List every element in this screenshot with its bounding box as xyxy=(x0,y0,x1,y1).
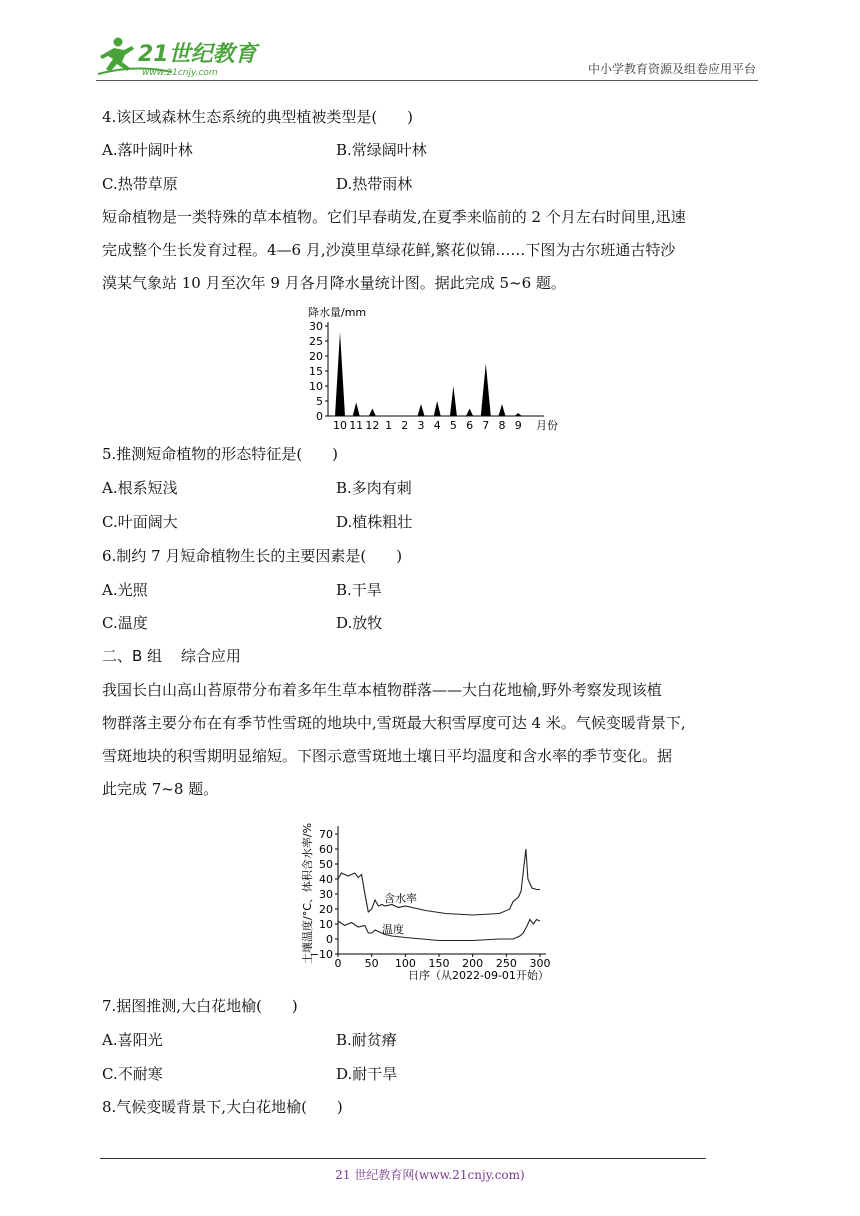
q4-options-row2 xyxy=(102,174,413,194)
chart1-xtick-label: 1 xyxy=(385,419,393,432)
q7-option-b[interactable]: B.耐贫瘠 xyxy=(336,1031,397,1049)
q6-option-d[interactable]: D.放牧 xyxy=(336,614,383,632)
chart1-xtick-label: 3 xyxy=(417,419,425,432)
chart1-peak xyxy=(466,409,473,417)
chart2-xtick-label: 50 xyxy=(364,957,379,970)
chart1-xlabel: 月份 xyxy=(536,419,558,432)
q6-option-c[interactable]: C.温度 xyxy=(102,614,148,632)
soil-chart xyxy=(296,812,566,984)
chart1-ytick-label: 30 xyxy=(309,320,323,333)
chart1-peak xyxy=(369,409,376,417)
chart2-xtick-label: 100 xyxy=(394,957,416,970)
chart2-ytick-label: 10 xyxy=(319,918,333,931)
chart2-xtick-label: 150 xyxy=(428,957,450,970)
q4-option-c[interactable]: C.热带草原 xyxy=(102,175,178,193)
passage1-line2: 完成整个生长发育过程。4—6 月,沙漠里草绿花鲜,繁花似锦……下图为古尔班通古特沙 xyxy=(102,241,676,259)
chart2-xtick-label: 200 xyxy=(462,957,484,970)
q5-options-row1 xyxy=(102,478,412,498)
q7-option-d[interactable]: D.耐干旱 xyxy=(336,1065,398,1083)
chart2-xlabel: 日序（从2022-09-01开始） xyxy=(408,969,549,982)
chart1-xtick-label: 6 xyxy=(466,419,474,432)
passage2-line3: 雪斑地块的积雪期明显缩短。下图示意雪斑地土壤日平均温度和含水率的季节变化。据 xyxy=(102,747,673,765)
chart2-ylabel: 土壤温度/°C、体积含水率/% xyxy=(301,822,314,964)
passage2-line1: 我国长白山高山苔原带分布着多年生草本植物群落——大白花地榆,野外考察发现该植 xyxy=(102,681,662,699)
q5-stem: 5.推测短命植物的形态特征是( ) xyxy=(102,445,339,463)
chart1-xtick-label: 7 xyxy=(482,419,490,432)
header-platform-text: 中小学教育资源及组卷应用平台 xyxy=(587,62,756,76)
logo-sub-text: www.21cnjy.com xyxy=(142,68,218,78)
chart2-label-moisture: 含水率 xyxy=(384,892,417,905)
chart2-ytick-label: 20 xyxy=(319,903,333,916)
chart1-xtick-label: 4 xyxy=(433,419,441,432)
passage2-line2: 物群落主要分布在有季节性雪斑的地块中,雪斑最大积雪厚度可达 4 米。气候变暖背景下, xyxy=(102,714,686,732)
q6-options-row2 xyxy=(102,613,383,633)
q7-option-c[interactable]: C.不耐寒 xyxy=(102,1065,163,1083)
section-heading xyxy=(102,646,241,666)
chart2-label-temp: 温度 xyxy=(382,923,404,936)
section-label: 二、B 组 xyxy=(102,647,163,665)
q4-option-b[interactable]: B.常绿阔叶林 xyxy=(336,141,427,159)
chart1-xtick-label: 12 xyxy=(365,419,380,432)
chart1-xtick-label: 2 xyxy=(401,419,409,432)
q5-option-d[interactable]: D.植株粗壮 xyxy=(336,513,413,531)
chart1-peak xyxy=(481,364,491,417)
chart1-peak xyxy=(434,401,441,416)
chart2-moisture-line xyxy=(338,849,540,915)
chart1-ytick-label: 20 xyxy=(309,350,323,363)
header-divider xyxy=(96,80,758,81)
chart2-ytick-label: 30 xyxy=(319,888,333,901)
q4-options-row1 xyxy=(102,140,427,160)
passage1-line1: 短命植物是一类特殊的草本植物。它们早春萌发,在夏季来临前的 2 个月左右时间里,迅速 xyxy=(102,208,686,226)
q7-options-row1 xyxy=(102,1030,397,1050)
chart1-ylabel: 降水量/mm xyxy=(308,306,367,319)
passage2-line4: 此完成 7~8 题。 xyxy=(102,780,219,798)
chart2-ytick-label: 0 xyxy=(326,933,333,946)
chart2-ytick-label: 40 xyxy=(319,873,333,886)
chart1-peak xyxy=(335,332,345,416)
chart1-xtick-label: 8 xyxy=(498,419,506,432)
q5-option-c[interactable]: C.叶面阔大 xyxy=(102,513,178,531)
precipitation-chart xyxy=(300,302,560,434)
q7-options-row2 xyxy=(102,1064,398,1084)
q4-option-d[interactable]: D.热带雨林 xyxy=(336,175,413,193)
chart1-ytick-label: 25 xyxy=(309,335,323,348)
chart1-peak xyxy=(418,404,425,416)
chart2-ytick-label: 60 xyxy=(319,843,333,856)
q6-stem: 6.制约 7 月短命植物生长的主要因素是( ) xyxy=(102,547,403,565)
logo-main-text: 21世纪教育 xyxy=(138,42,257,67)
chart1-peak xyxy=(450,386,457,416)
brand-logo xyxy=(96,34,266,80)
chart2-ytick-label: −10 xyxy=(309,948,333,961)
chart1-peak xyxy=(353,403,360,417)
chart1-ytick-label: 15 xyxy=(309,365,323,378)
footer-text: 21 世纪教育网(www.21cnjy.com) xyxy=(335,1168,525,1182)
chart1-peak xyxy=(515,413,522,416)
chart2-xtick-label: 300 xyxy=(529,957,551,970)
q6-option-a[interactable]: A.光照 xyxy=(102,581,148,599)
footer-divider xyxy=(100,1158,706,1159)
chart1-ytick-label: 5 xyxy=(316,395,323,408)
q6-option-b[interactable]: B.干旱 xyxy=(336,581,382,599)
q5-options-row2 xyxy=(102,512,413,532)
q5-option-a[interactable]: A.根系短浅 xyxy=(102,479,178,497)
q5-option-b[interactable]: B.多肉有刺 xyxy=(336,479,412,497)
q8-stem: 8.气候变暖背景下,大白花地榆( ) xyxy=(102,1098,343,1116)
q4-stem: 4.该区域森林生态系统的典型植被类型是( ) xyxy=(102,108,414,126)
section-title: 综合应用 xyxy=(180,647,241,665)
q7-option-a[interactable]: A.喜阳光 xyxy=(102,1031,163,1049)
q6-options-row1 xyxy=(102,580,382,600)
chart1-peak xyxy=(499,404,506,416)
q4-option-a[interactable]: A.落叶阔叶林 xyxy=(102,141,193,159)
chart2-xtick-label: 250 xyxy=(495,957,517,970)
chart1-ytick-label: 10 xyxy=(309,380,323,393)
chart1-xtick-label: 5 xyxy=(449,419,457,432)
chart1-xtick-label: 9 xyxy=(514,419,522,432)
chart2-ytick-label: 50 xyxy=(319,858,333,871)
passage1-line3: 漠某气象站 10 月至次年 9 月各月降水量统计图。据此完成 5~6 题。 xyxy=(102,274,566,292)
chart2-ytick-label: 70 xyxy=(319,828,333,841)
chart2-xtick-label: 0 xyxy=(334,957,342,970)
chart1-ytick-label: 0 xyxy=(316,410,323,423)
chart1-xtick-label: 11 xyxy=(349,419,364,432)
q7-stem: 7.据图推测,大白花地榆( ) xyxy=(102,997,298,1015)
chart1-xtick-label: 10 xyxy=(333,419,347,432)
chart2-temperature-line xyxy=(338,920,540,941)
